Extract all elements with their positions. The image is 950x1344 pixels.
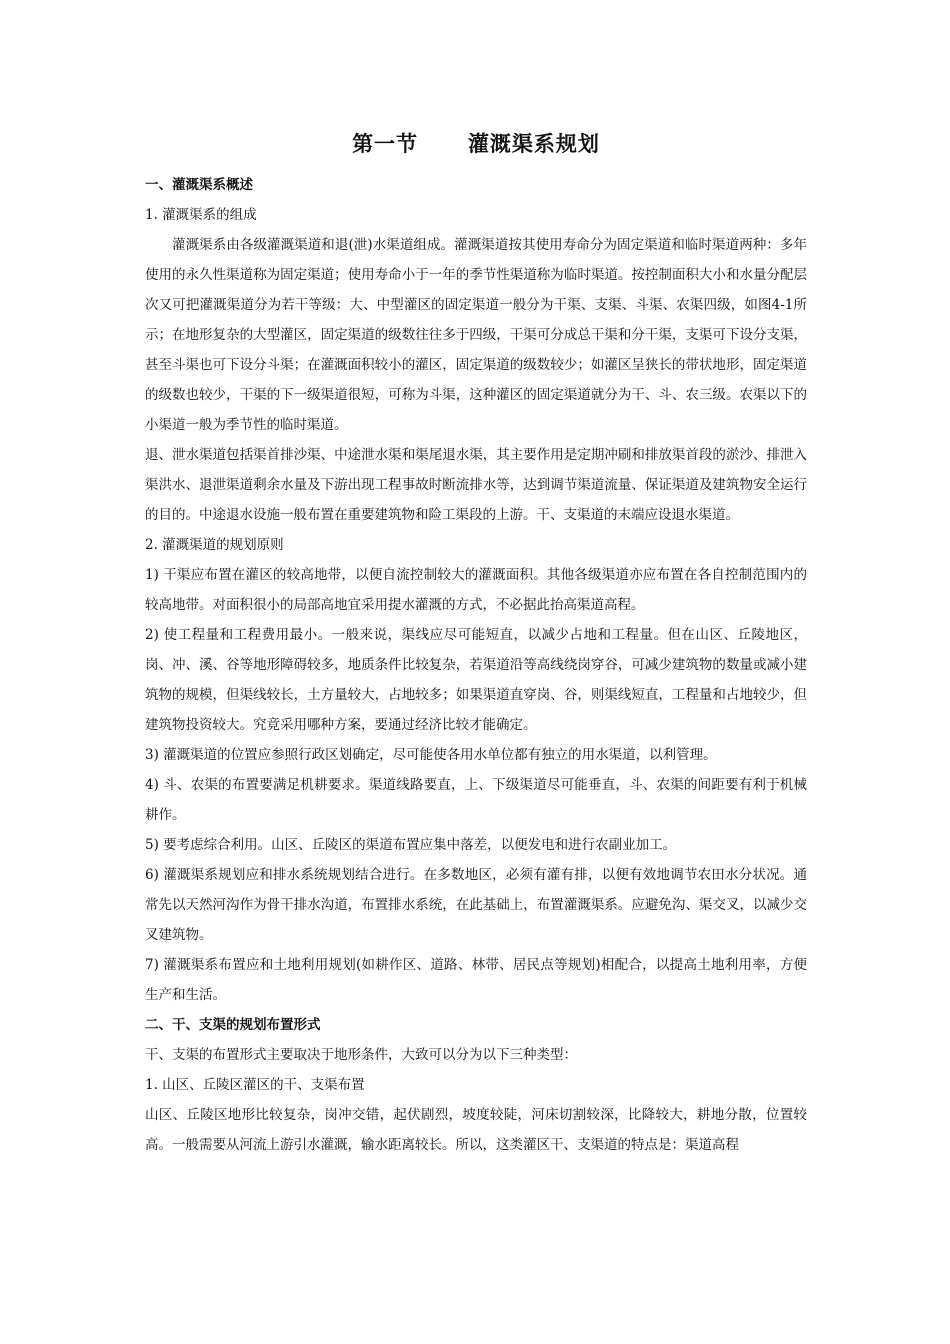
principle-item-6: 6) 灌溉渠系规划应和排水系统规划结合进行。在多数地区，必须有灌有排，以便有效地调节农田水分状况。通常先以天然河沟作为骨干排水沟道，布置排水系统，在此基础上，布置灌溉渠系。应避免沟、渠交叉，以减少交叉建筑物。	[145, 867, 807, 943]
section-heading-layout-forms: 二、干、支渠的规划布置形式	[145, 1017, 321, 1033]
principle-item-2: 2) 使工程量和工程费用最小。一般来说，渠线应尽可能短直，以减少占地和工程量。但在山区、丘陵地区，岗、冲、溪、谷等地形障碍较多，地质条件比较复杂，若渠道沿等高线绕岗穿谷，可减少建筑物的数量或减小建筑物的规模，但渠线较长，土方量较大，占地较多；如果渠道直穿岗、谷，则渠线短直，工程量和占地较少，但建筑物投资较大。究竟采用哪种方案，要通过经济比较才能确定。	[145, 627, 807, 733]
principle-item-4: 4) 斗、农渠的布置要满足机耕要求。渠道线路要直，上、下级渠道尽可能垂直，斗、农渠的间距要有利于机械耕作。	[145, 777, 807, 823]
paragraph-mountain-areas: 山区、丘陵区地形比较复杂，岗冲交错，起伏剧烈，坡度较陡，河床切割较深，比降较大，耕地分散，位置较高。一般需要从河流上游引水灌溉，输水距离较长。所以，这类灌区干、支渠道的特点是：渠道高程	[145, 1107, 807, 1153]
section-heading-overview: 一、灌溉渠系概述	[145, 177, 253, 193]
principle-item-7: 7) 灌溉渠系布置应和土地利用规划(如耕作区、道路、林带、居民点等规划)相配合，以提高土地利用率，方便生产和生活。	[145, 957, 807, 1003]
principle-item-1: 1) 干渠应布置在灌区的较高地带，以便自流控制较大的灌溉面积。其他各级渠道亦应布置在各自控制范围内的较高地带。对面积很小的局部高地宜采用提水灌溉的方式，不必据此抬高渠道高程。	[145, 567, 807, 613]
subheading-principles: 2. 灌溉渠道的规划原则	[145, 537, 284, 553]
principle-item-3: 3) 灌溉渠道的位置应参照行政区划确定，尽可能使各用水单位都有独立的用水渠道，以利管理。	[145, 747, 717, 763]
page-title: 第一节 灌溉渠系规划	[352, 132, 600, 156]
paragraph-layout-intro: 干、支渠的布置形式主要取决于地形条件，大致可以分为以下三种类型：	[145, 1047, 577, 1063]
principle-item-5: 5) 要考虑综合利用。山区、丘陵区的渠道布置应集中落差，以便发电和进行农副业加工。	[145, 837, 677, 853]
document-body	[145, 128, 807, 1160]
subheading-mountain-areas: 1. 山区、丘陵区灌区的干、支渠布置	[145, 1077, 365, 1093]
paragraph-composition: 灌溉渠系由各级灌溉渠道和退(泄)水渠道组成。灌溉渠道按其使用寿命分为固定渠道和临时渠道两种：多年使用的永久性渠道称为固定渠道；使用寿命小于一年的季节性渠道称为临时渠道。按控制面积大小和水量分配层次又可把灌溉渠道分为若干等级：大、中型灌区的固定渠道一般分为干渠、支渠、斗渠、农渠四级，如图4-1所示；在地形复杂的大型灌区，固定渠道的级数往往多于四级，干渠可分成总干渠和分干渠，支渠可下设分支渠，甚至斗渠也可下设分斗渠；在灌溉面积较小的灌区，固定渠道的级数较少；如灌区呈狭长的带状地形，固定渠道的级数也较少，干渠的下一级渠道很短，可称为斗渠，这种灌区的固定渠道就分为干、斗、农三级。农渠以下的小渠道一般为季节性的临时渠道。	[145, 237, 807, 433]
paragraph-drainage-channels: 退、泄水渠道包括渠首排沙渠、中途泄水渠和渠尾退水渠，其主要作用是定期冲刷和排放渠首段的淤沙、排泄入渠洪水、退泄渠道剩余水量及下游出现工程事故时断流排水等，达到调节渠道流量、保证渠道及建筑物安全运行的目的。中途退水设施一般布置在重要建筑物和险工渠段的上游。干、支渠道的末端应设退水渠道。	[145, 447, 807, 523]
subheading-composition: 1. 灌溉渠系的组成	[145, 207, 257, 223]
